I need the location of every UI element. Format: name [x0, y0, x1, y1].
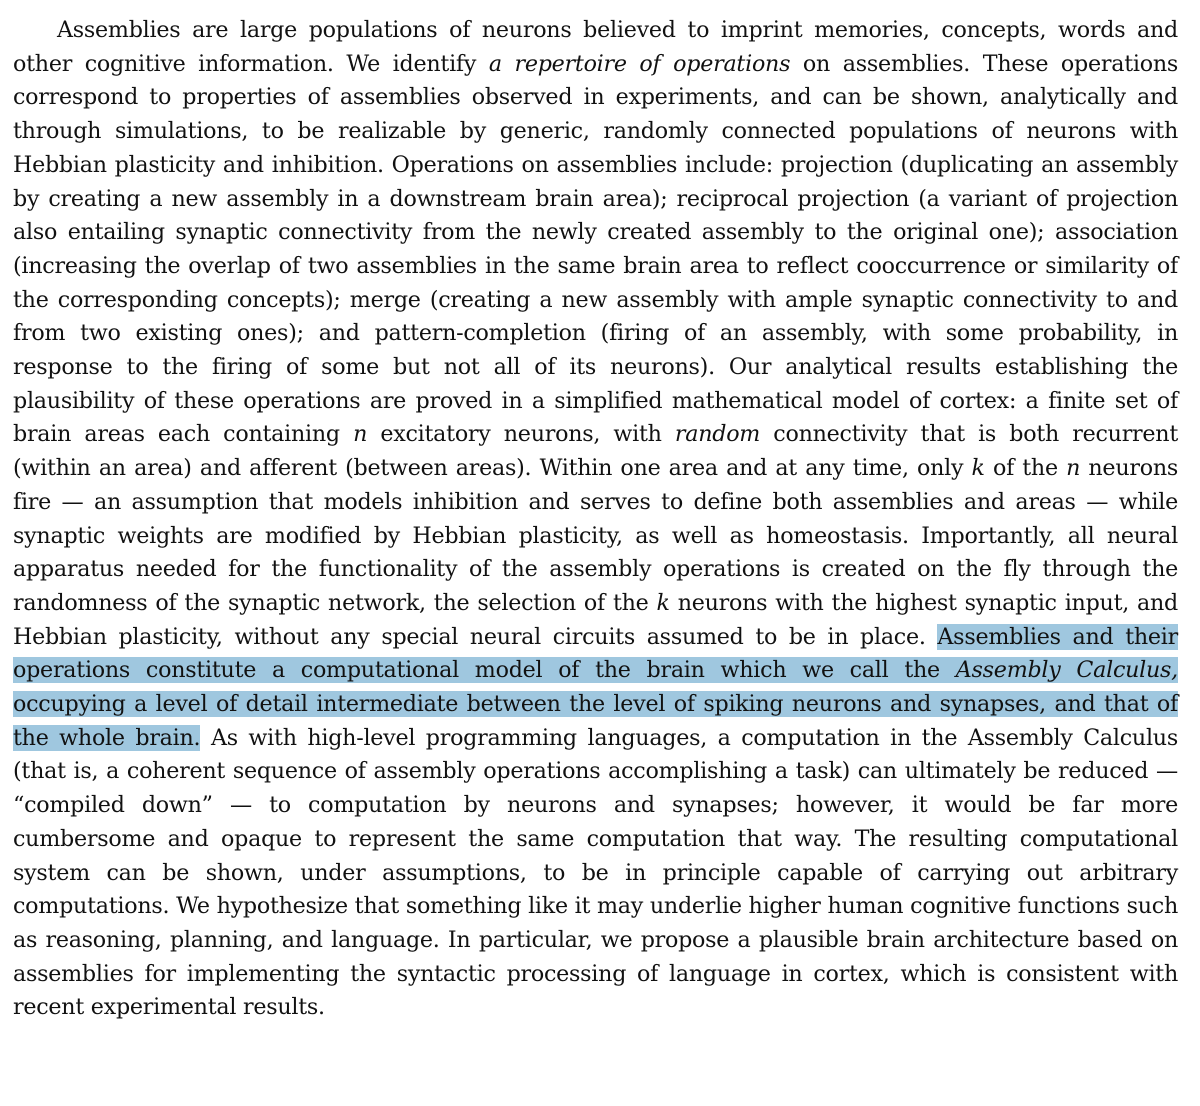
abstract-paragraph — [13, 14, 1178, 1025]
abstract-text: Assemblies are large populations of neurons believed to imprint memories, concepts, words and other cognitive information. We identify — [13, 17, 1178, 77]
highlighted-text: occupying a level of detail intermediate between the level of spiking neurons and synapses, and that of the whole brain. — [13, 691, 1178, 751]
abstract-text: neurons fire — an assumption that models inhibition and serves to define both assemblies and areas — while synaptic weights are modified by Hebbian plasticity, as well as homeostasis. Importantly, all neural apparatus needed for the functionality of the assembly operations is created on the fly through the randomness of the synaptic network, the selection of the — [13, 455, 1178, 616]
abstract-text: neurons with the highest synaptic input, and Hebbian plasticity, without any special neural circuits assumed to be in place. — [13, 589, 1178, 650]
emphasis-text: a repertoire of operations — [488, 50, 791, 77]
emphasis-text: random — [674, 421, 761, 448]
math-variable-k: k — [656, 589, 670, 616]
abstract-text: As with high-level programming languages, a computation in the Assembly Calculus (that is, a coherent sequence of assembly operations accomplishing a task) can ultimately be reduced — “compiled down” — to computation by neurons and synapses; however, it would be far more cumbersome and opaque to represent the same computation that way. The resulting computational system can be shown, under assumptions, to be in principle capable of carrying out arbitrary computations. We hypothesize that something like it may underlie higher human cognitive functions such as reasoning, planning, and language. In particular, we propose a plausible brain architecture based on assemblies for implementing the syntactic processing of language in cortex, which is consistent with recent experimental results. — [13, 724, 1178, 1021]
abstract-text: connectivity that is both recurrent (within an area) and afferent (between areas). Within one area and at any time, only — [13, 421, 1178, 482]
highlighted-text: Assemblies and their operations constitute a computational model of the brain which we call the — [13, 623, 1178, 684]
highlighted-emphasis-text: Assembly Calculus, — [955, 657, 1178, 684]
math-variable-n: n — [1066, 455, 1081, 482]
math-variable-n: n — [353, 421, 368, 448]
abstract-text: of the — [984, 455, 1067, 482]
math-variable-k: k — [971, 455, 985, 482]
abstract-text: on assemblies. These operations correspond to properties of assemblies observed in experiments, and can be shown, analytically and through simulations, to be realizable by generic, randomly connected populations of neurons with Hebbian plasticity and inhibition. Operations on assemblies include: projection (duplicating an assembly by creating a new assembly in a downstream brain area); reciprocal projection (a variant of projection also entailing synaptic connectivity from the newly created assembly to the original one); association (increasing the overlap of two assemblies in the same brain area to reflect cooccurrence or similarity of the corresponding concepts); merge (creating a new assembly with ample synaptic connectivity to and from two existing ones); and pattern-completion (firing of an assembly, with some probability, in response to the firing of some but not all of its neurons). Our analytical results establishing the plausibility of these operations are proved in a simplified mathematical model of cortex: a finite set of brain areas each containing — [13, 50, 1178, 448]
abstract-text: excitatory neurons, with — [367, 421, 675, 448]
